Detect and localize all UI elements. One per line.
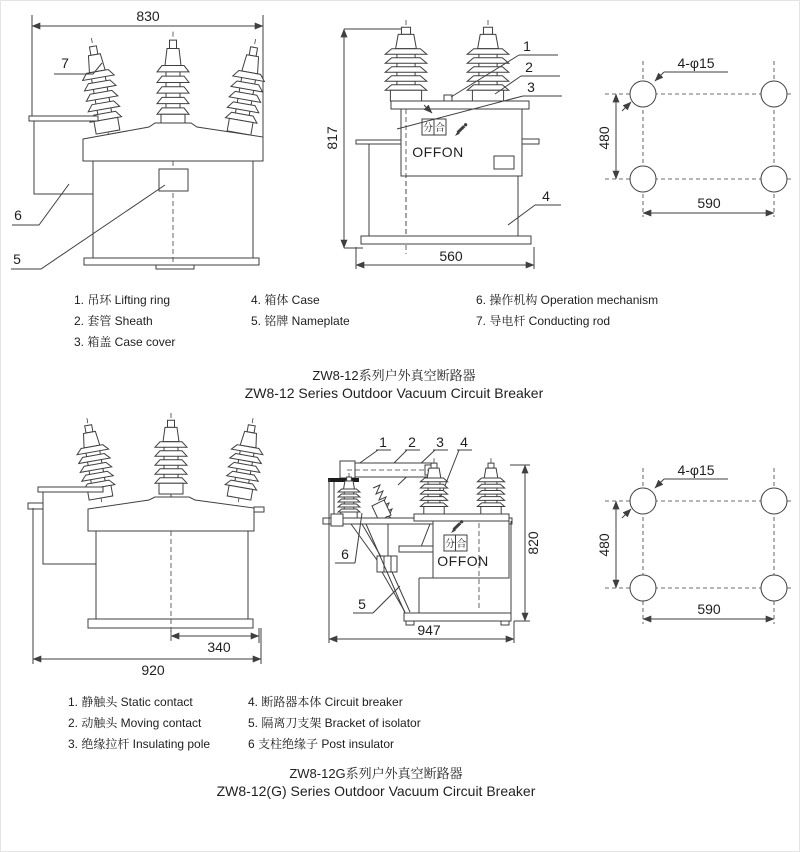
label-7: 7 bbox=[61, 55, 69, 71]
nameplate bbox=[159, 169, 188, 191]
dim-820: 820 bbox=[525, 531, 541, 555]
dim-947: 947 bbox=[417, 622, 441, 638]
base-plate bbox=[361, 236, 531, 244]
case-body bbox=[96, 531, 248, 619]
dim-817: 817 bbox=[324, 126, 340, 150]
legend-item: 1. 静触头 Static contact bbox=[68, 695, 193, 709]
label-2: 2 bbox=[525, 59, 533, 75]
hole-top-left bbox=[630, 488, 656, 514]
legend1-col3 bbox=[476, 290, 658, 332]
right-tab bbox=[254, 507, 264, 512]
hole-top-left bbox=[630, 81, 656, 107]
legend1-col2 bbox=[251, 290, 350, 332]
label-4: 4 bbox=[542, 188, 550, 204]
dim-590: 590 bbox=[697, 601, 721, 617]
label-3: 3 bbox=[436, 434, 444, 450]
zw812-front-view bbox=[11, 8, 271, 269]
dim-480: 480 bbox=[596, 126, 612, 150]
label-5: 5 bbox=[358, 596, 366, 612]
zw812g-mounting-holes bbox=[596, 462, 793, 624]
legend2-col2 bbox=[248, 692, 421, 755]
indicator-cn-left: 分 bbox=[445, 539, 455, 550]
dim-590: 590 bbox=[697, 195, 721, 211]
base-plate bbox=[404, 613, 511, 621]
top-plate bbox=[391, 101, 529, 109]
section2-title bbox=[1, 765, 751, 800]
bushing-right bbox=[477, 458, 504, 519]
indicator-cn-right: 合 bbox=[435, 123, 445, 134]
legend-item: 2. 套管 Sheath bbox=[74, 314, 153, 328]
label-1: 1 bbox=[523, 38, 531, 54]
hole-top-right bbox=[761, 81, 787, 107]
legend-item: 5. 隔离刀支架 Bracket of isolator bbox=[248, 716, 421, 730]
title-en: ZW8-12 Series Outdoor Vacuum Circuit Breaker bbox=[244, 385, 544, 401]
hole-bottom-right bbox=[761, 575, 787, 601]
dim-480: 480 bbox=[596, 533, 612, 557]
static-contact-bar bbox=[328, 478, 359, 482]
title-cn: ZW8-12系列户外真空断路器 bbox=[312, 368, 476, 383]
label-6: 6 bbox=[14, 207, 22, 223]
bushing-center bbox=[157, 32, 189, 136]
legend2-col1 bbox=[68, 692, 210, 755]
base-plate bbox=[88, 619, 253, 628]
legend-item: 2. 动触头 Moving contact bbox=[68, 716, 202, 730]
indicator-cn-left: 分 bbox=[423, 123, 433, 134]
hole-callout: 4-φ15 bbox=[677, 55, 715, 71]
legend1-col1 bbox=[74, 290, 175, 353]
zw812g-side-view bbox=[323, 434, 541, 643]
bushing-center bbox=[155, 413, 187, 501]
legend-item: 3. 绝缘拉杆 Insulating pole bbox=[68, 737, 211, 751]
left-tab bbox=[28, 503, 43, 509]
title-cn: ZW8-12G系列户外真空断路器 bbox=[289, 766, 463, 781]
zw812-side-view bbox=[324, 20, 562, 269]
bushing-right bbox=[467, 20, 509, 108]
title-en: ZW8-12(G) Series Outdoor Vacuum Circuit Breaker bbox=[216, 783, 536, 799]
indicator-cn-right: 合 bbox=[456, 539, 467, 550]
bushing-left bbox=[76, 35, 126, 143]
right-flange bbox=[521, 139, 539, 144]
label-3: 3 bbox=[527, 79, 535, 95]
dim-830: 830 bbox=[136, 8, 160, 24]
base-plate bbox=[84, 258, 259, 265]
legend-item: 3. 箱盖 Case cover bbox=[74, 335, 176, 349]
side-shelf bbox=[399, 546, 436, 552]
dim-560: 560 bbox=[439, 248, 463, 264]
lifting-ring bbox=[444, 95, 452, 101]
mechanism-plate bbox=[38, 487, 103, 492]
offon-label: OFFON bbox=[437, 553, 489, 569]
legend-item: 4. 箱体 Case bbox=[251, 293, 320, 307]
hole-bottom-left bbox=[630, 575, 656, 601]
legend-item: 1. 吊环 Lifting ring bbox=[74, 293, 171, 307]
label-2: 2 bbox=[408, 434, 416, 450]
case-cover bbox=[88, 497, 254, 531]
bushing-left bbox=[385, 20, 427, 108]
top-plate bbox=[414, 514, 509, 521]
left-flange bbox=[356, 140, 401, 144]
dim-340: 340 bbox=[207, 639, 231, 655]
section1-title bbox=[1, 367, 787, 402]
label-1: 1 bbox=[379, 434, 387, 450]
bushing-right bbox=[222, 415, 269, 507]
legend-item: 4. 断路器本体 Circuit breaker bbox=[248, 695, 403, 709]
label-5: 5 bbox=[13, 251, 21, 267]
panel-port bbox=[494, 156, 514, 169]
hole-callout: 4-φ15 bbox=[677, 462, 715, 478]
offon-label: OFFON bbox=[412, 144, 464, 160]
zw812-mounting-holes bbox=[596, 55, 793, 217]
zw812g-front-view bbox=[28, 413, 269, 678]
legend-item: 6. 操作机构 Operation mechanism bbox=[476, 293, 659, 307]
dim-920: 920 bbox=[141, 662, 165, 678]
legend-item: 6 支柱绝缘子 Post insulator bbox=[248, 737, 395, 751]
mechanism-plate bbox=[29, 116, 98, 121]
hole-bottom-right bbox=[761, 166, 787, 192]
hole-top-right bbox=[761, 488, 787, 514]
label-6: 6 bbox=[341, 546, 349, 562]
bushing-left bbox=[71, 415, 118, 507]
label-4: 4 bbox=[460, 434, 468, 450]
legend-item: 7. 导电杆 Conducting rod bbox=[476, 314, 611, 328]
legend-item: 5. 铭牌 Nameplate bbox=[251, 314, 350, 328]
bushing-right bbox=[222, 36, 272, 144]
hole-bottom-left bbox=[630, 166, 656, 192]
